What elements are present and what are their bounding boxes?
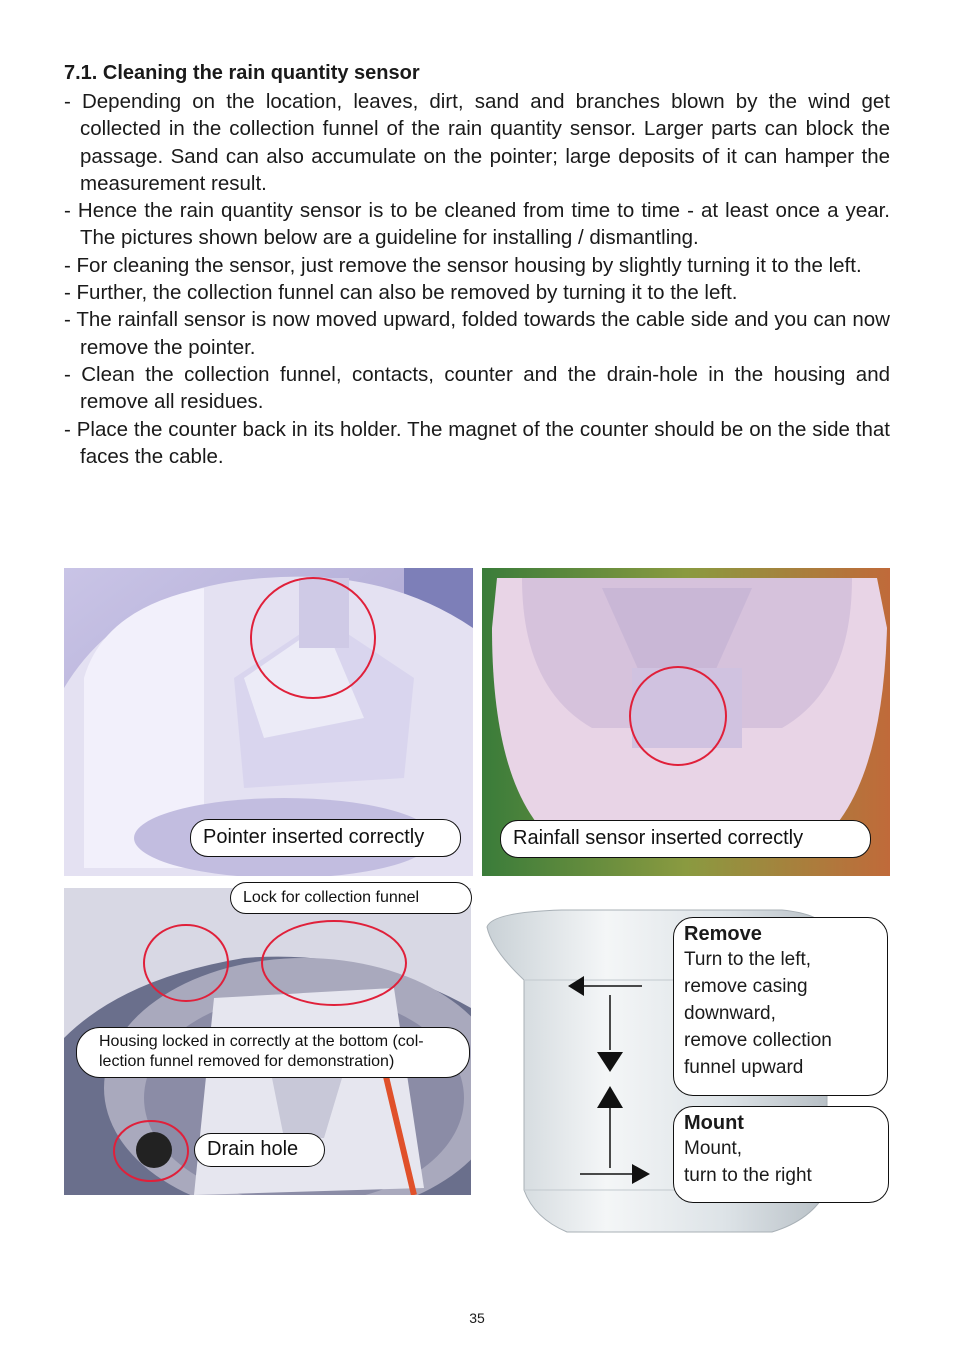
remove-line: funnel upward [684,1057,804,1078]
section-heading: 7.1. Cleaning the rain quantity sensor [64,62,420,84]
instruction-item: - Depending on the location, leaves, dirt, sand and branches blown by the wind get collected in the collection funnel of the rain quantity sensor. Larger parts can block the passage. Sand can also accumulate on the pointer; large deposits of it can hamper the measurement result. [64,90,890,195]
housing-caption-line: Housing locked in correctly at the bottom (col- [99,1033,424,1050]
page-number: 35 [469,1310,485,1326]
instruction-item: - For cleaning the sensor, just remove the sensor housing by slightly turning it to the left. [64,253,862,277]
pointer-caption-text: Pointer inserted correctly [203,826,425,848]
remove-line: remove collection [684,1030,832,1051]
instruction-item: - The rainfall sensor is now moved upward, folded towards the cable side and you can now remove the pointer. [64,308,890,359]
pointer-caption [190,819,461,857]
instruction-item: - Clean the collection funnel, contacts, counter and the drain-hole in the housing and remove all residues. [64,362,890,414]
instruction-list [64,88,890,470]
rainfall-caption [500,820,871,858]
instruction-item: - Further, the collection funnel can also be removed by turning it to the left. [64,281,738,305]
drain-caption [194,1133,325,1167]
lock-caption [230,882,472,914]
rainfall-caption-text: Rainfall sensor inserted correctly [513,827,804,849]
remove-line: downward, [684,1003,776,1024]
instruction-item: - Hence the rain quantity sensor is to be cleaned from time to time - at least once a year. The pictures shown below are a guideline for installing / dismantling. [64,199,890,250]
remove-line: Turn to the left, [684,949,812,970]
lock-caption-text: Lock for collection funnel [243,889,420,906]
remove-line: remove casing [684,976,808,997]
housing-caption [76,1027,470,1078]
drain-caption-text: Drain hole [207,1138,299,1160]
remove-title: Remove [684,923,762,945]
mount-line: Mount, [684,1138,743,1159]
instruction-item: - Place the counter back in its holder. The magnet of the counter should be on the side that faces the cable. [64,417,890,468]
housing-caption-line: lection funnel removed for demonstration) [99,1053,395,1070]
mount-instruction-box [673,1106,889,1203]
mount-line: turn to the right [684,1165,812,1186]
remove-instruction-box [673,917,888,1096]
mount-title: Mount [684,1112,744,1134]
